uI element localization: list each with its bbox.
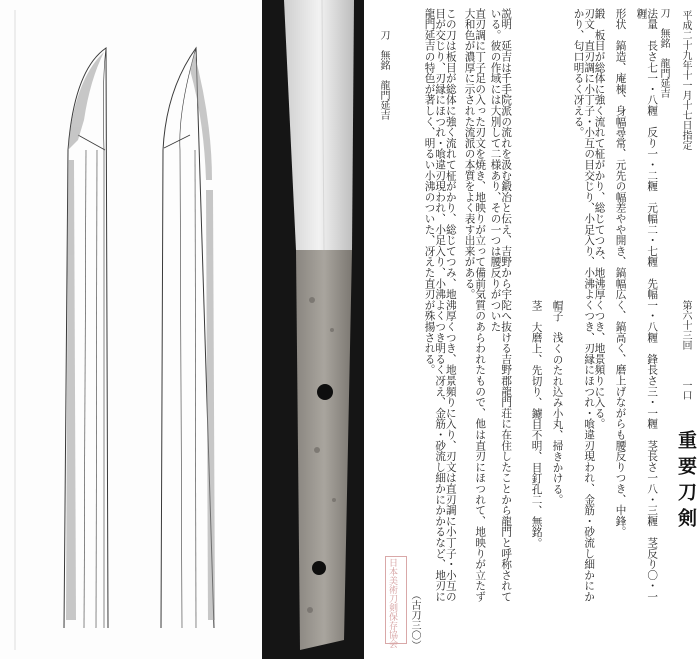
explanation-3: この刀は板目が総体に強く流れて柾がかり、総じてつみ、地沸厚くつき、地景頻りに入り、刃文は直刃調に小丁子・小互の目が交じり、刃縁にほつれ・喰違刃現われ、小足入り、小沸よくつき明るく冴え、金筋・砂流し細かにかかるなど、地刃に龍門延吉の特色が著しく、明るい小沸のついた、冴えた直刃が殊揚される。 [423, 8, 457, 602]
kitae-section: 鍛 板目が総体に強く流れて柾がかり、総じてつみ、地沸厚くつき、地景頻りに入る。 [593, 8, 606, 430]
tang-photo [262, 0, 364, 659]
blade-outline-drawing [0, 0, 262, 659]
designation-date: 平成二十九年十一月十七日指定 [680, 10, 691, 150]
photo-caption-type: 刀 [378, 30, 389, 40]
item-type: 刀 [658, 8, 669, 18]
seal-stamp-text: 日本美術刀剣保存協会 [387, 558, 397, 648]
footnote: （古刀三〇） [409, 590, 420, 650]
explanation-1: 説明 延吉は千手院派の流れを汲む鍛冶と伝え、吉野から宇陀へ抜ける吉野郡龍門荘に在住したことから龍門と呼称されている。彼の作域には大別して二様あり、その一つは腰反りがついた [489, 8, 513, 602]
item-count: 一口 [680, 380, 691, 400]
measurements: 法量 長さ七一・八糎 反り一・二糎 元幅二・七糎 先幅一・八糎 鋒長さ三・一糎 茎長さ一八・三糎 茎反り〇・一糎 [635, 8, 659, 602]
photo-caption [378, 30, 388, 120]
oshigata-sketch [0, 0, 262, 659]
page-title: 重要刀剣 [675, 430, 697, 534]
item-signature: 無銘 龍門延吉 [658, 28, 669, 98]
session-number: 第六十三回 [680, 300, 691, 350]
item-heading [658, 8, 668, 98]
photo-caption-signature: 無銘 龍門延吉 [378, 50, 389, 120]
explanation-2: 直刃調に丁子足の入った刃文を焼き、地映りが立って備前気質のあらわれたもので、他は直刃にほつれて、地映りが立たず大和色が濃厚に示された流派の本質をよく表す出来がある。 [463, 8, 487, 602]
nakago-section: 茎 大磨上、先切り、鑢目不明、目釘孔二、無銘。 [530, 300, 543, 549]
shape-section: 形状 鎬造、庵棟、身幅尋常、元先の幅差やや開き、鎬幅広く、鎬高く、磨上げながらも腰反りつき、中鋒。 [614, 8, 627, 538]
blade-photograph [262, 0, 364, 659]
boshi-section: 帽子 浅くのたれ込み小丸、掃きかける。 [551, 300, 564, 506]
hamon-section: 刃文 直刃調に小丁子・小互の目交じり、小足入り、小沸よくつき、刃縁にほつれ・喰違刃現われ、金筋・砂流し細かにかかり、匂口明るく冴える。 [572, 8, 596, 602]
